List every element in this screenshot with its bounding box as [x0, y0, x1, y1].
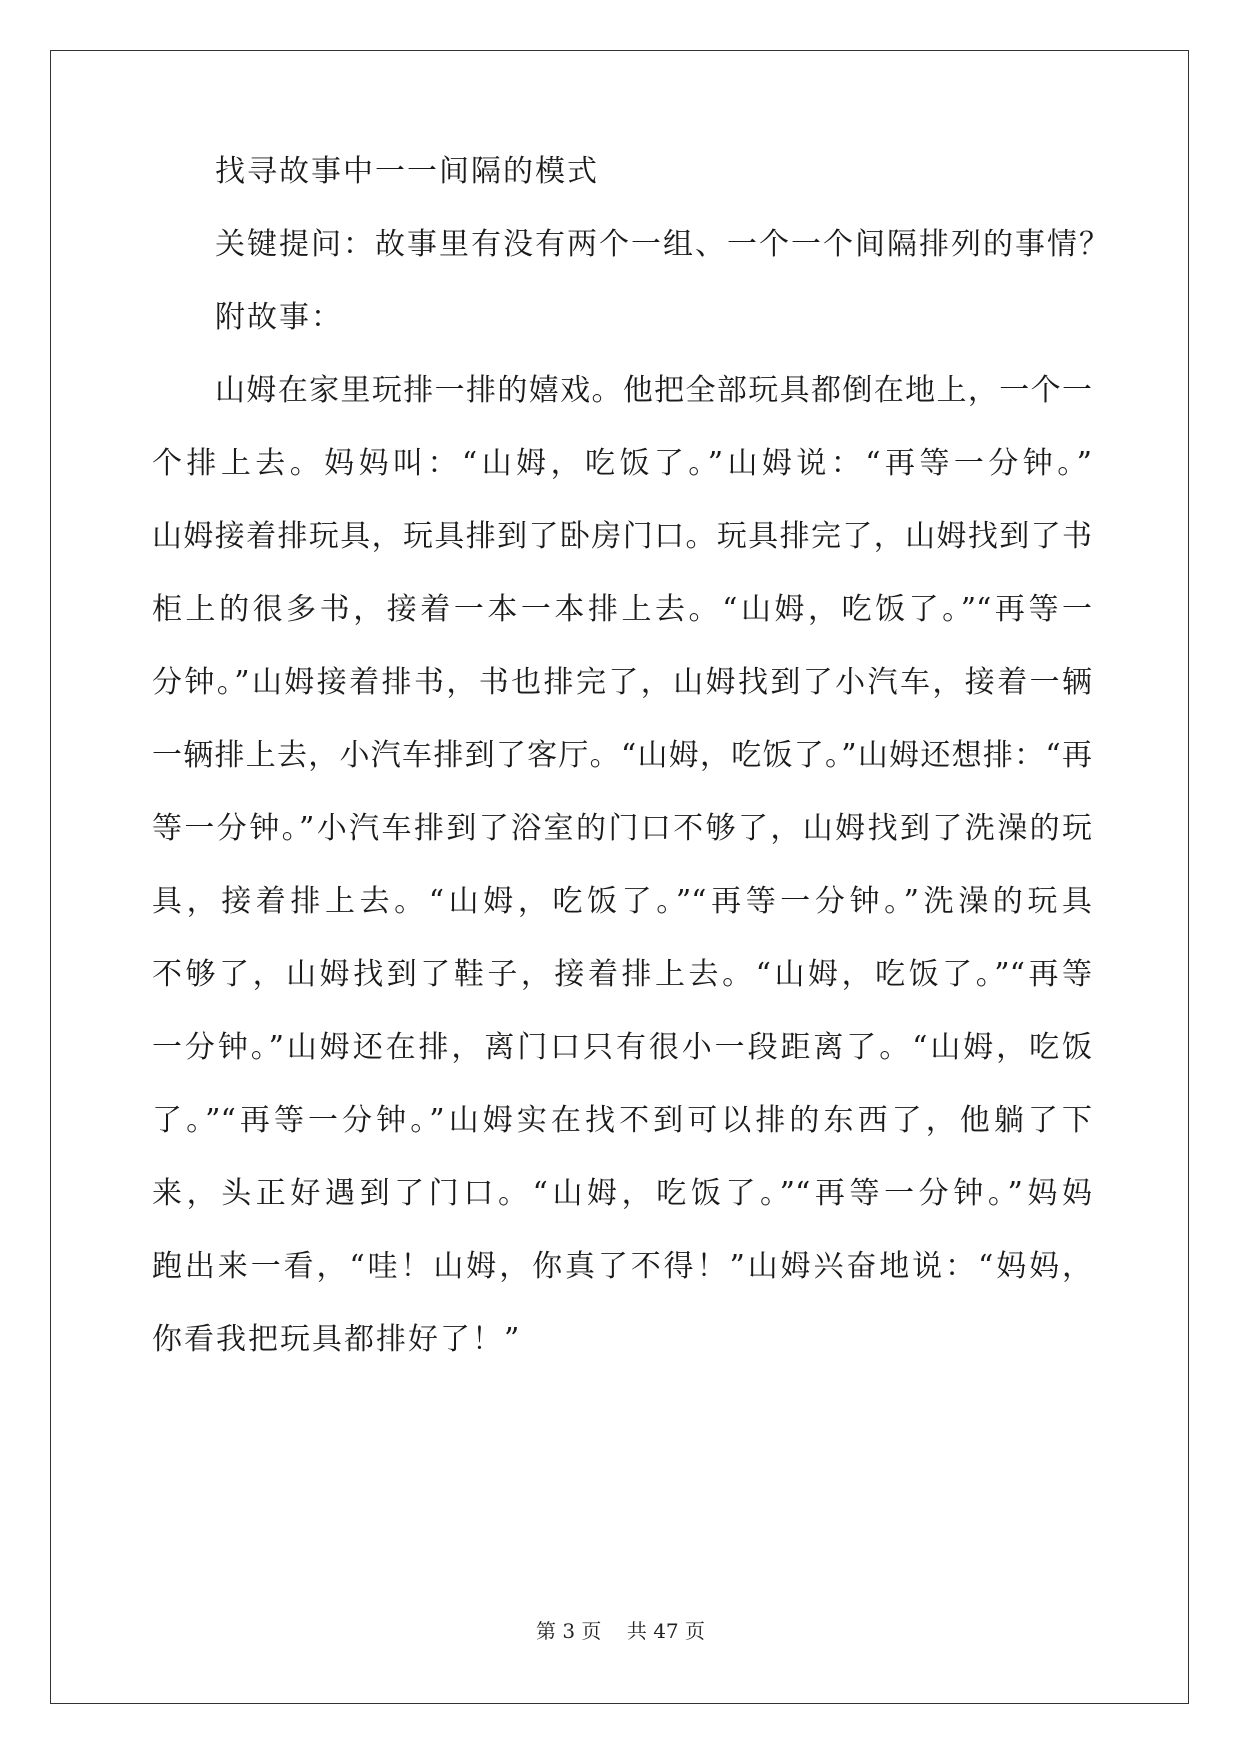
story-line: 不够了，山姆找到了鞋子，接着排上去。“山姆，吃饭了。”“再等 — [152, 957, 1092, 992]
story-line: 一辆排上去，小汽车排到了客厅。“山姆，吃饭了。”山姆还想排：“再 — [152, 738, 1092, 773]
key-question: 关键提问：故事里有没有两个一组、一个一个间隔排列的事情？ — [215, 227, 1111, 262]
story-line: 柜上的很多书，接着一本一本排上去。“山姆，吃饭了。”“再等一 — [152, 592, 1092, 627]
story-line-last: 你看我把玩具都排好了！” — [152, 1322, 522, 1357]
story-line: 个排上去。妈妈叫：“山姆，吃饭了。”山姆说：“再等一分钟。” — [152, 446, 1092, 481]
story-line: 跑出来一看，“哇！山姆，你真了不得！”山姆兴奋地说：“妈妈， — [152, 1249, 1092, 1284]
story-line: 具，接着排上去。“山姆，吃饭了。”“再等一分钟。”洗澡的玩具 — [152, 884, 1092, 919]
story-line: 山姆在家里玩排一排的嬉戏。他把全部玩具都倒在地上，一个一 — [215, 373, 1092, 408]
story-line: 等一分钟。”小汽车排到了浴室的门口不够了，山姆找到了洗澡的玩 — [152, 811, 1092, 846]
story-line: 了。”“再等一分钟。”山姆实在找不到可以排的东西了，他躺了下 — [152, 1103, 1092, 1138]
story-line: 山姆接着排玩具，玩具排到了卧房门口。玩具排完了，山姆找到了书 — [152, 519, 1092, 554]
section-heading: 找寻故事中一一间隔的模式 — [215, 154, 599, 189]
story-line: 一分钟。”山姆还在排，离门口只有很小一段距离了。“山姆，吃饭 — [152, 1030, 1092, 1065]
story-line: 来，头正好遇到了门口。“山姆，吃饭了。”“再等一分钟。”妈妈 — [152, 1176, 1092, 1211]
story-label: 附故事： — [215, 300, 343, 335]
page-number: 第 3 页 共 47 页 — [535, 1619, 706, 1643]
story-line: 分钟。”山姆接着排书，书也排完了，山姆找到了小汽车，接着一辆 — [152, 665, 1092, 700]
